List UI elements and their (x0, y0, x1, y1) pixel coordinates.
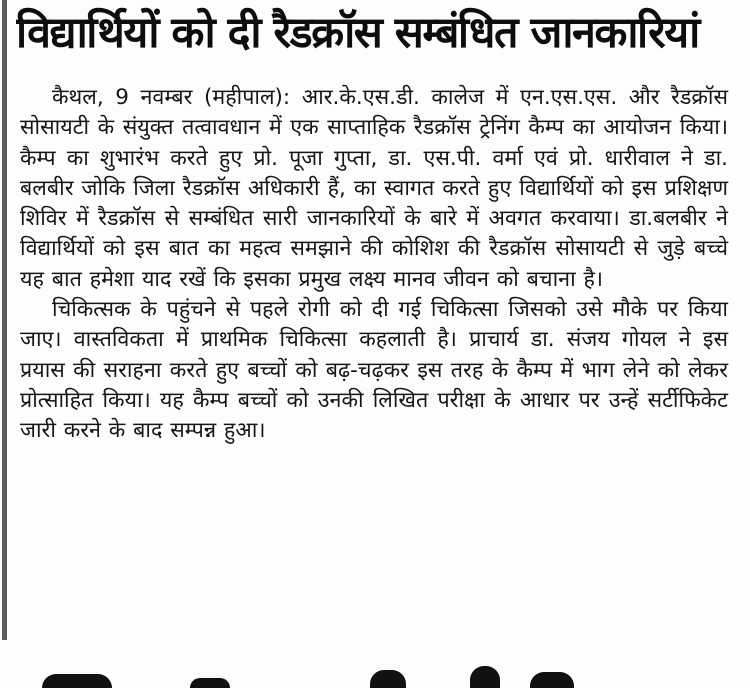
cropped-next-headline (40, 660, 740, 688)
dateline: कैथल, 9 नवम्बर (महीपाल): (52, 85, 291, 110)
column-divider (2, 0, 7, 640)
paragraph-1-text: आर.के.एस.डी. कालेज में एन.एस.एस. और रैडक्रॉस सोसायटी के संयुक्त तत्वावधान में एक साप्ताहिक रैडक्रॉस ट्रेनिंग कैम्प का आयोजन किया। कैम्प का शुभारंभ करते हुए प्रो. पूजा गुप्ता, डा. एस.पी. वर्मा एवं प्रो. धारीवाल ने डा. बलबीर जोकि जिला रैडक्रॉस अधिकारी हैं, का स्वागत करते हुए विद्यार्थियों को इस प्रशिक्षण शिविर में रैडक्रॉस से सम्बंधित सारी जानकारियों के बारे में अवगत करवाया। डा.बलबीर ने विद्यार्थियों को इस बात का महत्व समझाने की कोशिश की रैडक्रॉस सोसायटी से जुड़े बच्चे यह बात हमेशा याद रखें कि इसका प्रमुख लक्ष्य मानव जीवन को बचाना है। (20, 85, 728, 292)
article-body (20, 83, 728, 447)
paragraph-1 (20, 83, 728, 295)
paragraph-2: चिकित्सक के पहुंचने से पहले रोगी को दी गई चिकित्सा जिसको उसे मौके पर किया जाए। वास्तविकता में प्राथमिक चिकित्सा कहलाती है। प्राचार्य डा. संजय गोयल ने इस प्रयास की सराहना करते हुए बच्चों को बढ़-चढ़कर इस तरह के कैम्प में भाग लेने को लेकर प्रोत्साहित किया। यह कैम्प बच्चों को उनकी लिखित परीक्षा के आधार पर उन्हें सर्टीफिकेट जारी करने के बाद सम्पन्न हुआ। (20, 297, 728, 444)
headline: विद्यार्थियों को दी रैडक्रॉस सम्बंधित जानकारियां (16, 8, 699, 58)
